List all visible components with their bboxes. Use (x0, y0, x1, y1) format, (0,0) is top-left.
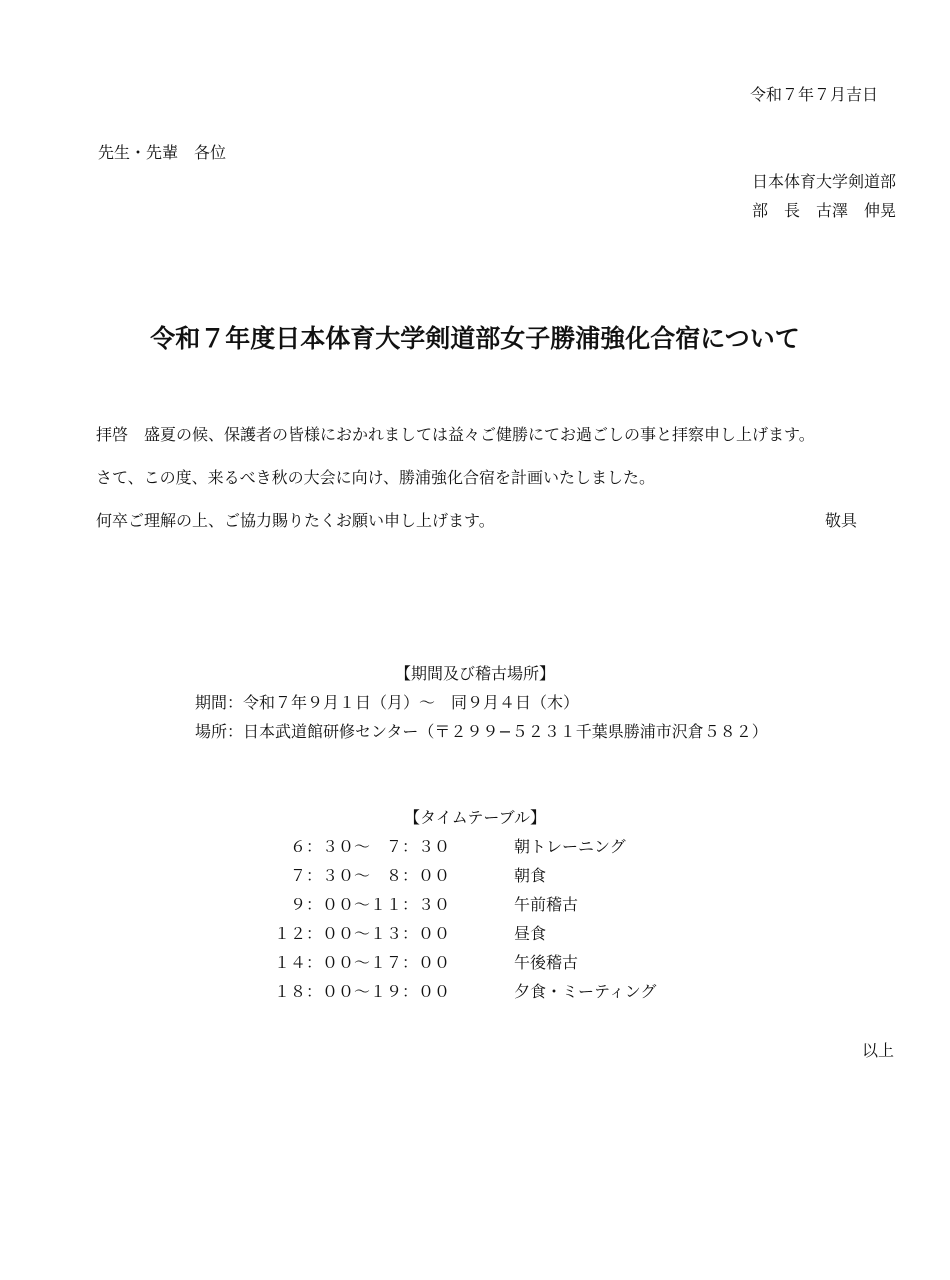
sender-organization: 日本体育大学剣道部 (751, 172, 896, 191)
timetable-activity: 昼食 (514, 924, 547, 943)
timetable-activity: 午前稽古 (514, 895, 579, 914)
document-end: 以上 (861, 1041, 894, 1060)
document-date: 令和７年７月吉日 (749, 85, 878, 104)
body-greeting: 拝啓 盛夏の候、保護者の皆様におかれましては益々ご健勝にてお過ごしの事と拝察申し上げます。 (96, 425, 815, 444)
body-request: 何卒ご理解の上、ご協力賜りたくお願い申し上げます。 (96, 511, 495, 530)
timetable-time: １２：００～１３：００ (273, 924, 450, 943)
timetable-row (270, 839, 700, 868)
timetable-time: １４：００～１７：００ (273, 953, 450, 972)
place-line: 場所：日本武道館研修センター（〒２９９−５２３１千葉県勝浦市沢倉５８２） (195, 722, 768, 741)
timetable (270, 839, 700, 1013)
timetable-row (270, 897, 700, 926)
timetable-activity: 夕食・ミーティング (514, 982, 657, 1001)
timetable-time: ７：３０～ ８：００ (289, 866, 450, 885)
timetable-heading: 【タイムテーブル】 (404, 808, 546, 827)
timetable-activity: 午後稽古 (514, 953, 579, 972)
sender-chair: 部 長 古澤 伸晃 (751, 201, 896, 220)
timetable-time: １８：００～１９：００ (273, 982, 450, 1001)
timetable-row (270, 868, 700, 897)
body-purpose: さて、この度、来るべき秋の大会に向け、勝浦強化合宿を計画いたしました。 (96, 468, 656, 487)
timetable-activity: 朝トレーニング (514, 837, 626, 856)
addressee: 先生・先輩 各位 (98, 143, 227, 162)
closing-phrase: 敬具 (824, 511, 857, 530)
timetable-time: ９：００～１１：３０ (289, 895, 450, 914)
timetable-row (270, 984, 700, 1013)
document-title: 令和７年度日本体育大学剣道部女子勝浦強化合宿について (150, 324, 800, 353)
timetable-row (270, 926, 700, 955)
timetable-time: ６：３０～ ７：３０ (289, 837, 450, 856)
timetable-row (270, 955, 700, 984)
timetable-activity: 朝食 (514, 866, 547, 885)
details-heading: 【期間及び稽古場所】 (394, 664, 555, 683)
period-line: 期間：令和７年９月１日（月）～ 同９月４日（木） (195, 693, 580, 712)
